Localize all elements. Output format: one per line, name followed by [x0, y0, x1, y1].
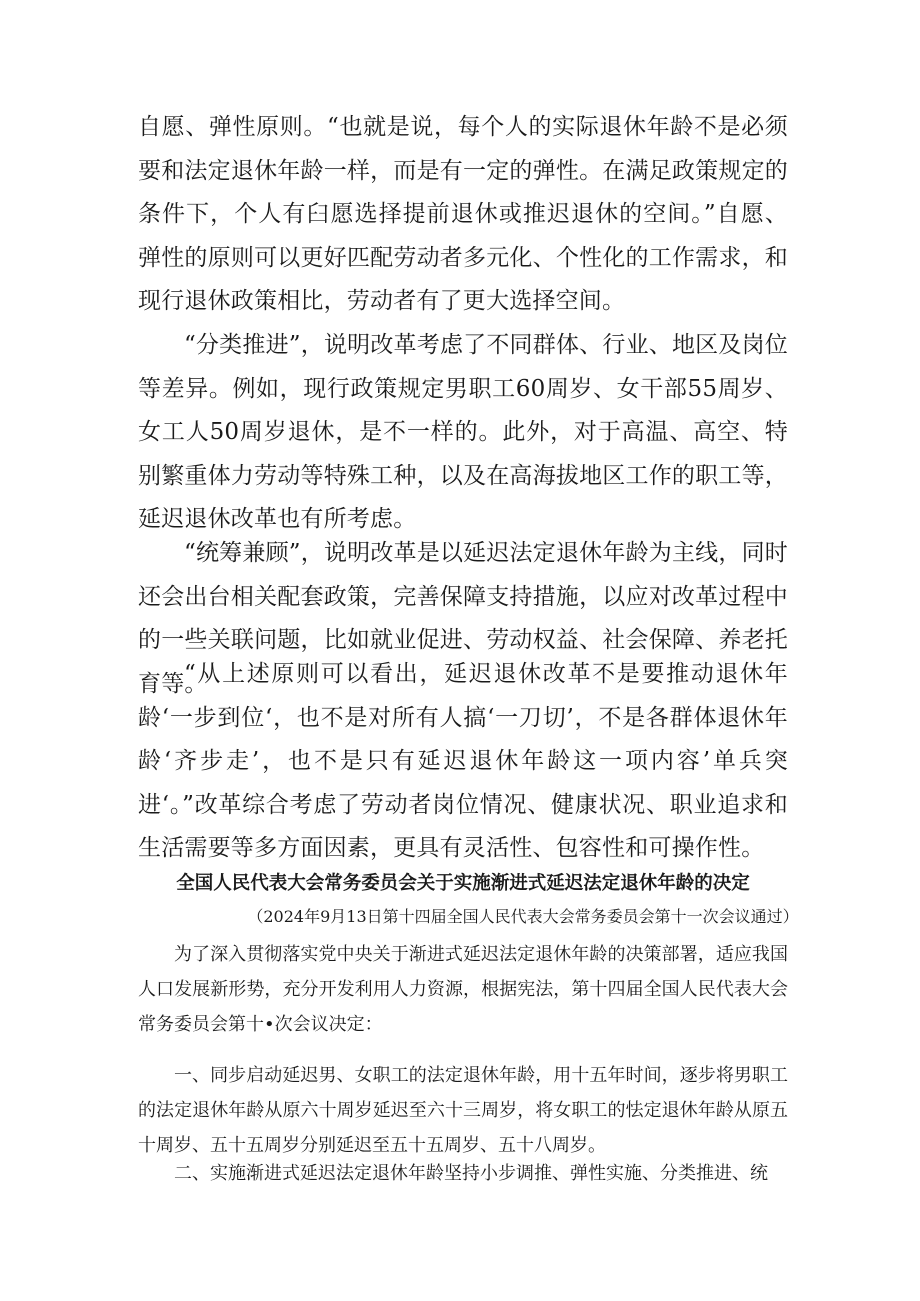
- commentary-paragraph-conclusion: “从上述原则可以看出，延迟退休改革不是要推动退休年龄‘一步到位‘，也不是对所有人搞‘一刀切’，不是各群体退休年龄‘齐步走’，也不是只有延迟退休年龄这一项内容’单兵突进‘。”改革综合考虑了劳动者岗位情况、健康状况、职业追求和生活需要等多方面因素，更具有灵活性、包容性和可操作性。: [138, 661, 788, 861]
- decision-subtitle: （2024年9月13日第十四届全国人民代表大会常务委员会第十一次会议通过）: [247, 907, 799, 926]
- commentary-paragraph-coordination: “统筹兼顾”，说明改革是以延迟法定退休年龄为主线，同时还会出台相关配套政策，完善保障支持措施，以应对改革过程中的一些关联问题，比如就业促进、劳动权益、社会保障、养老托育等。: [138, 540, 788, 697]
- decision-title: 全国人民代表大会常务委员会关于实施渐进式延迟法定退休年龄的决定: [176, 873, 750, 894]
- decision-article-2: 二、实施渐进式延迟法定退休年龄坚持小步调推、弹性实施、分类推进、统: [174, 1163, 768, 1184]
- commentary-paragraph-flexibility: 自愿、弹性原则。“也就是说，每个人的实际退休年龄不是必须要和法定退休年龄一样，而是有一定的弹性。在满足政策规定的条件下，个人有臼愿选择提前退休或推迟退休的空间。”自愿、弹性的原则可以更好匹配劳动者多元化、个性化的工作需求，和现行退休政策相比，劳动者有了更大选择空间。: [138, 114, 788, 314]
- decision-article-1: 一、同步启动延迟男、女职工的法定退休年龄，用十五年时间，逐步将男职工的法定退休年龄从原六十周岁延迟至六十三周岁，将女职工的怯定退休年龄从原五十周岁、五十五周岁分别延迟至五十五周岁、五十八周岁。: [138, 1065, 788, 1156]
- commentary-paragraph-classification: “分类推进”，说明改革考虑了不同群体、行业、地区及岗位等差异。例如，现行政策规定男职工60周岁、女干部55周岁、女工人50周岁退休，是不一样的。此外，对于高温、高空、特别繁重体力劳动等特殊工种，以及在高海拔地区工作的职工等，延迟退休改革也有所考虑。: [138, 332, 788, 532]
- decision-preamble: 为了深入贯彻落实党中央关于渐进式延迟法定退休年龄的决策部署，适应我国人口发展新形势，充分开发利用人力资源，根据宪法，第十四届全国人民代表大会常务委员会第十•次会议决定：: [138, 944, 788, 1035]
